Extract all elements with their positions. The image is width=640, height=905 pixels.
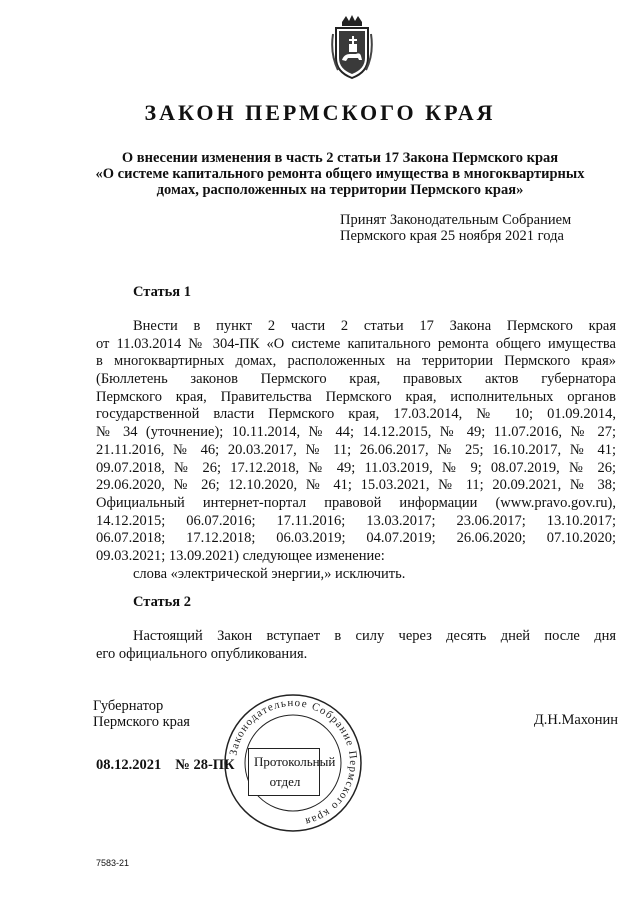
law-number: № 28-ПК [175,757,235,773]
article-line: 21.11.2016, № 46; 20.03.2017, № 11; 26.06.2017, № 25; 16.10.2017, № 41; [96,441,616,458]
signer-position-line: Губернатор [93,698,164,714]
law-subtitle [60,150,620,198]
article-line: Пермского края, Правительства Пермского края, исполнительных органов [96,388,616,405]
article-1-text [96,318,616,583]
footer-code: 7583-21 [96,858,130,868]
signer-position [93,698,190,730]
article-line: (Бюллетень законов Пермского края, правовых актов губернатора [96,371,616,388]
article-line: 09.07.2018, № 26; 17.12.2018, № 49; 11.03.2019, № 9; 08.07.2019, № 26; [96,459,616,476]
perm-krai-coat-of-arms-icon [330,14,374,82]
adoption-note [340,212,571,244]
article-line: Внести в пункт 2 части 2 статьи 17 Закона Пермского края [133,318,616,334]
article-line: от 11.03.2014 № 304-ПК «О системе капитального ремонта общего имущества [96,335,616,352]
article-line: его официального опубликования. [96,645,308,662]
article-line: № 34 (уточнение); 10.11.2014, № 44; 14.12.2015, № 49; 11.07.2016, № 27; [96,424,616,441]
stamp-inner-line: Протокольный [254,754,336,769]
subtitle-line: домах, расположенных на территории Пермского края» [156,182,524,198]
signer-name: Д.Н.Махонин [533,712,618,728]
stamp-inner-line: отдел [269,774,301,789]
article-line: 29.06.2020, № 26; 12.10.2020, № 41; 15.03.2021, № 11; 20.09.2021, № 38; [96,477,616,494]
law-date: 08.12.2021 [96,757,162,773]
law-title: ЗАКОН ПЕРМСКОГО КРАЯ [144,100,496,125]
adoption-line: Принят Законодательным Собранием [340,212,572,228]
stamp-inner-text [254,752,336,792]
article-2-heading: Статья 2 [133,594,191,610]
article-line: слова «электрической энергии,» исключить. [133,565,406,582]
article-line: 09.03.2021; 13.09.2021) следующее изменение: [96,547,385,564]
subtitle-line: «О системе капитального ремонта общего имущества в многоквартирных [95,166,585,182]
article-line: 14.12.2015; 06.07.2016; 17.11.2016; 13.03.2017; 23.06.2017; 13.10.2017; [96,512,616,529]
article-line: Официальный интернет-портал правовой информации (www.pravo.gov.ru), [96,494,616,511]
stamp-ring-text: Законодательное Собрание Пермского края [227,696,360,828]
article-line: 06.07.2018; 17.12.2018; 06.03.2019; 04.07.2019; 26.06.2020; 07.10.2020; [96,530,616,547]
law-date-number [96,757,235,774]
subtitle-line: О внесении изменения в часть 2 статьи 17 Закона Пермского края [121,150,559,166]
signer-position-line: Пермского края [93,714,190,730]
article-1-heading: Статья 1 [133,284,191,300]
article-line: Настоящий Закон вступает в силу через десять дней после дня [133,628,616,644]
article-2-text [96,628,616,663]
article-line: государственной власти Пермского края, 17.03.2014, № 10; 01.09.2014, [96,406,616,423]
adoption-line: Пермского края 25 ноября 2021 года [340,228,564,244]
article-line: в многоквартирных домах, расположенных на территории Пермского края» [96,353,616,370]
